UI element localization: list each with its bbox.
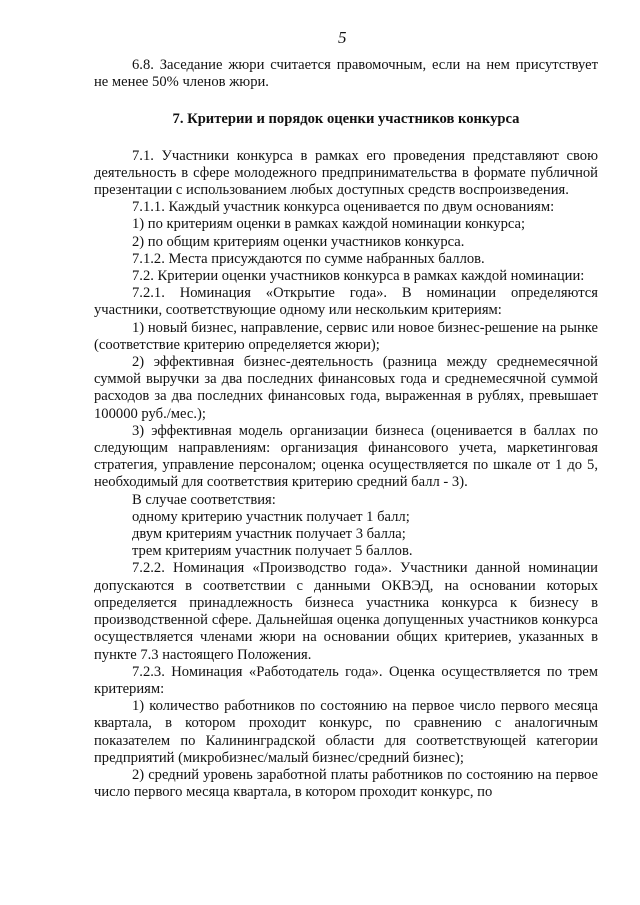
list-item: 2) по общим критериям оценки участников конкурса.: [132, 233, 465, 250]
paragraph-7-1: 7.1. Участники конкурса в рамках его проведения представляют свою деятельность в сфере молодежного предпринимательства в формате публичной презентации с использованием любых доступных средств воспроизведения.: [94, 147, 598, 199]
paragraph-line: одному критерию участник получает 1 балл;: [132, 508, 410, 525]
paragraph-7-1-1: 7.1.1. Каждый участник конкурса оценивается по двум основаниям:: [132, 199, 555, 216]
list-item: 1) новый бизнес, направление, сервис или новое бизнес-решение на рынке (соответствие критерию определяется жюри);: [94, 319, 598, 353]
paragraph-line: В случае соответствия:: [132, 491, 276, 508]
paragraph-6-8: 6.8. Заседание жюри считается правомочным, если на нем присутствует не менее 50% членов жюри.: [94, 57, 598, 91]
section-heading: 7. Критерии и порядок оценки участников конкурса: [172, 111, 520, 128]
paragraph-7-2-3: 7.2.3. Номинация «Работодатель года». Оценка осуществляется по трем критериям:: [94, 663, 598, 697]
paragraph-7-2-2: 7.2.2. Номинация «Производство года». Участники данной номинации допускаются в соответствии с данными ОКВЭД, на основании которых определяется принадлежность бизнеса участника конкурса к бизнесу в производственной сфере. Дальнейшая оценка допущенных участников конкурса осуществляется членами жюри на основании общих критериев, указанных в пункте 7.3 настоящего Положения.: [94, 560, 598, 663]
document-body: [94, 57, 598, 801]
list-item: 1) по критериям оценки в рамках каждой номинации конкурса;: [132, 216, 526, 233]
paragraph-line: двум критериям участник получает 3 балла;: [132, 526, 406, 543]
list-item: 3) эффективная модель организации бизнеса (оценивается в баллах по следующим направлениям: организация финансового учета, маркетинговая стратегия, управление персоналом; оценка осуществляется по шкале от 1 до 5, необходимый для соответствия критерию средний балл - 3).: [94, 422, 598, 491]
list-item: 2) эффективная бизнес-деятельность (разница между среднемесячной суммой выручки за два последних финансовых года и среднемесячной суммой расходов за два последних финансовых года, выраженная в рублях, превышает 100000 руб./мес.);: [94, 354, 598, 422]
list-item: 2) средний уровень заработной платы работников по состоянию на первое число первого месяца квартала, в котором проходит конкурс, по: [94, 766, 598, 801]
paragraph-7-2: 7.2. Критерии оценки участников конкурса в рамках каждой номинации:: [132, 268, 585, 285]
paragraph-7-2-1: 7.2.1. Номинация «Открытие года». В номинации определяются участники, соответствующие одному или нескольким критериям:: [94, 285, 598, 319]
list-item: 1) количество работников по состоянию на первое число первого месяца квартала, в котором проходит конкурс, по сравнению с аналогичным показателем по Калининградской области для соответствующей категории предприятий (микробизнес/малый бизнес/средний бизнес);: [94, 698, 598, 766]
paragraph-7-1-2: 7.1.2. Места присуждаются по сумме набранных баллов.: [132, 250, 485, 267]
paragraph-line: трем критериям участник получает 5 баллов.: [132, 543, 413, 560]
page-number: 5: [338, 28, 347, 47]
